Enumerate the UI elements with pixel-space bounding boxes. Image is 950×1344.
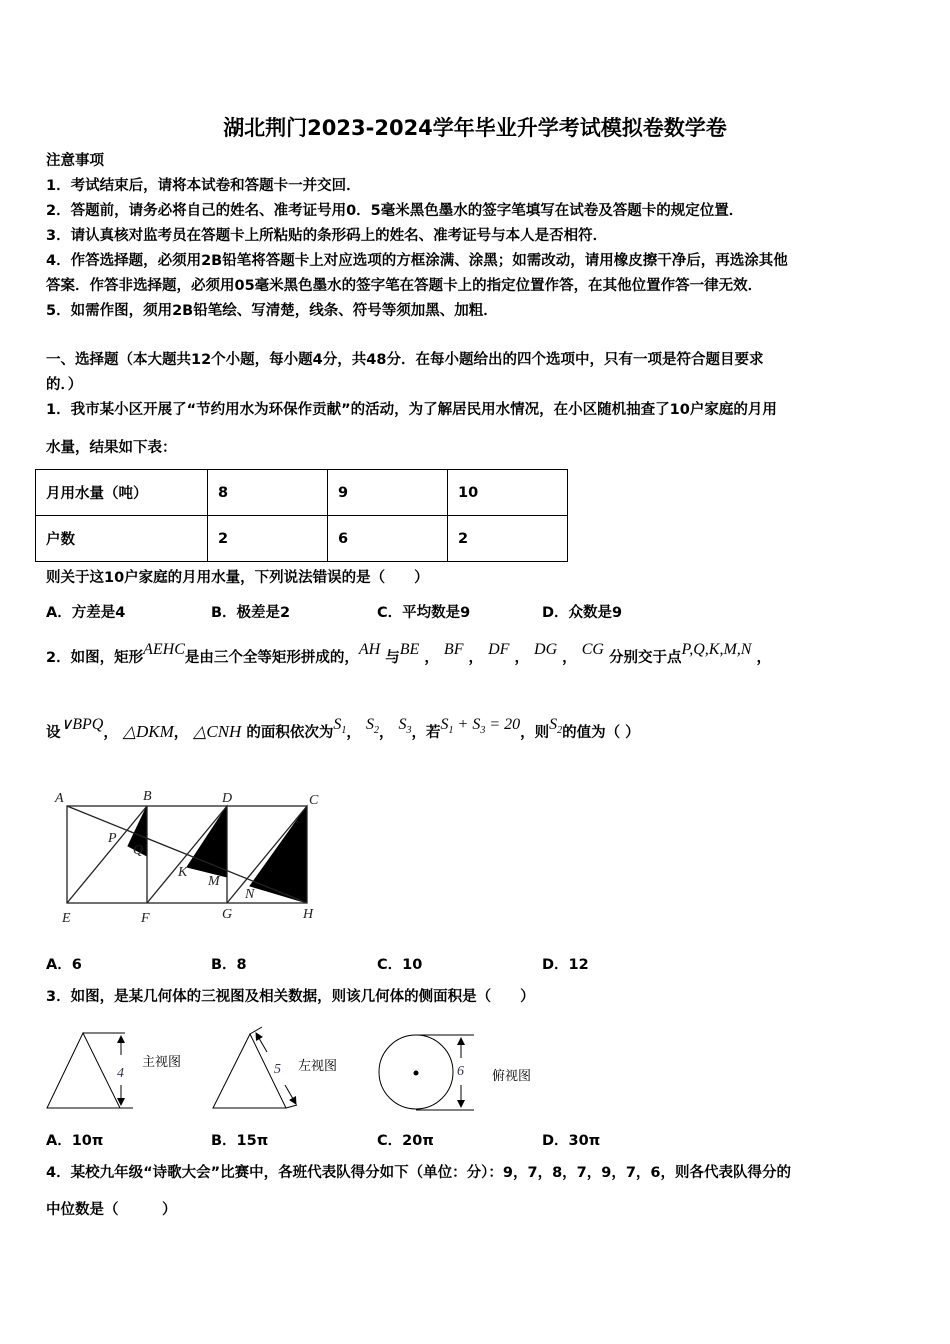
q3-option-d[interactable]: D．30π — [542, 1133, 601, 1149]
math-equation: $S_1 + S_3 = 20$ — [440, 716, 521, 737]
point-label: F — [141, 911, 150, 925]
math-s3: $S_3$ — [398, 716, 412, 737]
q3-option-a[interactable]: A．10π — [46, 1133, 104, 1149]
q3-three-views — [40, 1020, 560, 1120]
notice-item: 3．请认真核对监考员在答题卡上所粘贴的条形码上的姓名、准考证号与本人是否相符． — [46, 228, 608, 244]
point-label: Q — [133, 843, 144, 858]
shaded-triangle-dkm — [187, 806, 227, 877]
q1-text: 1．我市某小区开展了“节约用水为环保作贡献”的活动，为了解居民用水情况，在小区随机抽查了10户家庭的月用 — [46, 402, 777, 418]
dimension-label: 4 — [117, 1066, 124, 1081]
q2-text-part: 与 — [385, 650, 400, 666]
q3-text: 3．如图，是某几何体的三视图及相关数据，则该几何体的侧面积是（ ） — [46, 989, 535, 1005]
notice-item: 2．答题前，请务必将自己的姓名、准考证号用0．5毫米黑色墨水的签字笔填写在试卷及答题卡的规定位置． — [46, 203, 744, 219]
math-expr: S — [472, 716, 481, 733]
math-expr: △CNH — [193, 722, 242, 741]
notice-item: 4．作答选择题，必须用2B铅笔将答题卡上对应选项的方框涂满、涂黑；如需改动，请用橡皮擦干净后，再选涂其他 — [46, 253, 788, 269]
q1-option-c[interactable]: C．平均数是9 — [377, 605, 471, 621]
q2-text-part: 设 — [46, 725, 61, 741]
q2-figure — [50, 785, 330, 925]
table-row — [36, 516, 568, 562]
math-s2: $S_2$ — [549, 716, 563, 737]
math-expr: S — [398, 716, 407, 733]
page-title: 湖北荆门2023-2024学年毕业升学考试模拟卷数学卷 — [223, 116, 727, 140]
q2-text-part: 的面积依次为 — [246, 725, 334, 741]
front-view-triangle — [47, 1033, 120, 1108]
math-expr: DG — [534, 641, 558, 658]
table-row — [36, 470, 568, 516]
dimension-label: 6 — [457, 1064, 464, 1079]
q2-text-part: ， — [756, 650, 772, 666]
math-expr: S — [549, 716, 558, 733]
math-s1: $S_1$ — [333, 716, 347, 737]
math-expr: S — [333, 716, 342, 733]
point-label: E — [62, 911, 71, 925]
math-expr: P,Q,K,M,N — [681, 641, 752, 658]
math-expr: S — [365, 716, 374, 733]
math-s2: $S_2$ — [365, 716, 379, 737]
shaded-triangle-cnh — [250, 806, 307, 903]
notice-heading: 注意事项 — [46, 153, 104, 169]
q2-text-part: 的值为（ ） — [562, 725, 640, 741]
math-expr: ∨BPQ — [60, 716, 104, 733]
table-cell: 6 — [328, 516, 448, 562]
q3-option-b[interactable]: B．15π — [211, 1133, 269, 1149]
point-label: D — [222, 791, 233, 806]
q1-table — [35, 469, 568, 562]
q2-text-part: ，若 — [411, 725, 441, 741]
q2-option-c[interactable]: C．10 — [377, 957, 423, 973]
math-expr: CG — [581, 641, 604, 658]
point-label: N — [245, 887, 255, 902]
notice-item: 1．考试结束后，请将本试卷和答题卡一并交回． — [46, 178, 361, 194]
q2-text: 2．如图，矩形AEHC是由三个全等矩形拼成的，AH 与BE ， BF ， DF ， DG ， CG 分别交于点P,Q,K,M,N ， — [46, 641, 772, 666]
math-expr: △DKM — [122, 722, 174, 741]
math-expr: BF — [443, 641, 464, 658]
q2-text-part: 是由三个全等矩形拼成的， — [184, 650, 359, 666]
point-label: B — [143, 789, 152, 804]
math-expr: BE — [399, 641, 420, 658]
math-expr: DF — [488, 641, 510, 658]
side-view-label: 左视图 — [298, 1059, 338, 1074]
notice-item: 答案．作答非选择题，必须用05毫米黑色墨水的签字笔在答题卡上的指定位置作答，在其他位置作答一律无效． — [46, 278, 763, 294]
q1-option-d[interactable]: D．众数是9 — [542, 605, 623, 621]
q4-text-cont: 中位数是（ ） — [46, 1202, 177, 1218]
table-cell: 10 — [448, 470, 568, 516]
front-view-label: 主视图 — [142, 1055, 182, 1070]
q1-option-a[interactable]: A．方差是4 — [46, 605, 126, 621]
point-label: K — [178, 865, 188, 880]
q2-option-d[interactable]: D．12 — [542, 957, 589, 973]
point-label: C — [309, 793, 319, 808]
q1-text-cont: 水量，结果如下表： — [46, 440, 177, 456]
table-cell: 8 — [208, 470, 328, 516]
table-cell: 9 — [328, 470, 448, 516]
table-cell: 月用水量（吨） — [36, 470, 208, 516]
notice-item: 5．如需作图，须用2B铅笔绘、写清楚，线条、符号等须加黑、加粗． — [46, 303, 498, 319]
math-expr: S — [440, 716, 449, 733]
center-dot — [414, 1071, 419, 1076]
point-label: G — [222, 907, 233, 922]
q2-text-cont: 设∨BPQ， △DKM， △CNH 的面积依次为$S_1$， $S_2$， $S_3$，若$S_1 + S_3 = 20$，则$S_2$的值为（ ） — [46, 716, 640, 741]
math-expr: AH — [358, 641, 381, 658]
q3-option-c[interactable]: C．20π — [377, 1133, 434, 1149]
top-view-label: 俯视图 — [492, 1069, 532, 1084]
q1-option-b[interactable]: B．极差是2 — [211, 605, 291, 621]
section-heading: 一、选择题（本大题共12个小题，每小题4分，共48分．在每小题给出的四个选项中，只有一项是符合题目要求 — [46, 352, 764, 368]
point-label: H — [303, 907, 314, 922]
section-heading-cont: 的．） — [46, 377, 83, 393]
table-cell: 2 — [208, 516, 328, 562]
q2-option-a[interactable]: A．6 — [46, 957, 82, 973]
q2-text-part: 2．如图，矩形 — [46, 650, 144, 666]
q4-text: 4．某校九年级“诗歌大会”比赛中，各班代表队得分如下（单位：分）：9，7，8，7，9，7，6，则各代表队得分的 — [46, 1165, 792, 1181]
point-label: P — [108, 831, 117, 846]
point-label: M — [208, 874, 220, 889]
math-expr: = 20 — [489, 716, 521, 733]
math-expr: AEHC — [143, 641, 185, 658]
table-cell: 2 — [448, 516, 568, 562]
point-label: A — [55, 791, 64, 806]
q1-question: 则关于这10户家庭的月用水量，下列说法错误的是（ ） — [46, 570, 429, 586]
q2-text-part: ，则 — [520, 725, 550, 741]
table-cell: 户数 — [36, 516, 208, 562]
q2-text-part: 分别交于点 — [609, 650, 682, 666]
q2-option-b[interactable]: B．8 — [211, 957, 247, 973]
dimension-label: 5 — [274, 1062, 281, 1077]
